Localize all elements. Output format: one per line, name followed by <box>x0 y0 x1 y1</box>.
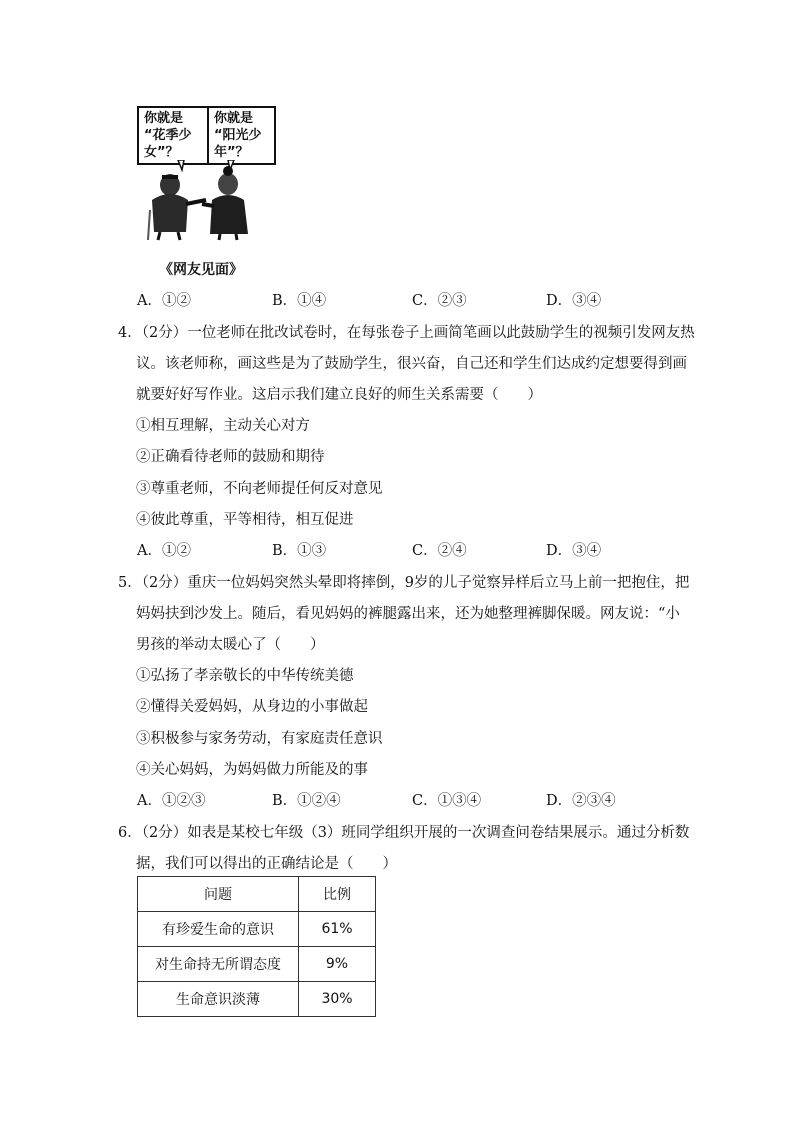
q4-item-3: ③尊重老师，不向老师提任何反对意见 <box>136 481 383 497</box>
q3-option-d[interactable]: D．③④ <box>546 293 602 309</box>
q6-stem-line-2: 据，我们可以得出的正确结论是（ ） <box>136 856 397 872</box>
q5-stem-line-3: 男孩的举动太暖心了（ ） <box>136 637 325 653</box>
q6-stem-line-1: 6．（2分）如表是某校七年级（3）班同学组织开展的一次调查问卷结果展示。通过分析数 <box>118 825 690 841</box>
table-cell: 有珍爱生命的意识 <box>138 912 299 947</box>
q5-item-1: ①弘扬了孝亲敬长的中华传统美德 <box>136 668 354 684</box>
q3-option-c[interactable]: C．②③ <box>412 293 467 309</box>
q5-item-3: ③积极参与家务劳动，有家庭责任意识 <box>136 731 383 747</box>
table-row <box>138 982 376 1017</box>
table-cell: 61% <box>299 912 376 947</box>
table-row <box>138 947 376 982</box>
speech-bubble-right: 你就是 “阳光少 年”？ <box>207 106 276 165</box>
q4-item-1: ①相互理解，主动关心对方 <box>136 418 310 434</box>
table-header-cell: 比例 <box>299 877 376 912</box>
q3-option-b[interactable]: B．①④ <box>272 293 327 309</box>
q4-option-b[interactable]: B．①③ <box>272 543 327 559</box>
table-cell: 对生命持无所谓态度 <box>138 947 299 982</box>
q4-stem-line-1: 4．（2分）一位老师在批改试卷时，在每张卷子上画简笔画以此鼓励学生的视频引发网友热 <box>118 325 695 341</box>
q4-option-d[interactable]: D．③④ <box>546 543 602 559</box>
q5-stem-line-1: 5．（2分）重庆一位妈妈突然头晕即将摔倒，9岁的儿子觉察异样后立马上前一把抱住，把 <box>118 575 690 591</box>
q3-option-a[interactable]: A．①② <box>137 293 191 309</box>
q5-option-b[interactable]: B．①②④ <box>272 793 341 809</box>
table-cell: 生命意识淡薄 <box>138 982 299 1017</box>
q4-stem-line-3: 就要好好写作业。这启示我们建立良好的师生关系需要（ ） <box>136 387 542 403</box>
table-header-row <box>138 877 376 912</box>
q5-stem-line-2: 妈妈扶到沙发上。随后，看见妈妈的裤腿露出来，还为她整理裤脚保暖。网友说：“小 <box>136 606 680 622</box>
speech-bubble-left: 你就是 “花季少 女”？ <box>137 106 213 165</box>
cartoon-caption: 《网友见面》 <box>159 262 243 278</box>
q4-option-c[interactable]: C．②④ <box>412 543 467 559</box>
cartoon-figures-icon <box>140 160 260 242</box>
q5-item-4: ④关心妈妈，为妈妈做力所能及的事 <box>136 762 368 778</box>
q5-option-c[interactable]: C．①③④ <box>412 793 482 809</box>
q5-option-a[interactable]: A．①②③ <box>137 793 206 809</box>
table-row <box>138 912 376 947</box>
q5-item-2: ②懂得关爱妈妈，从身边的小事做起 <box>136 699 368 715</box>
q4-option-a[interactable]: A．①② <box>137 543 191 559</box>
q5-option-d[interactable]: D．②③④ <box>546 793 616 809</box>
table-cell: 9% <box>299 947 376 982</box>
survey-table <box>137 876 376 1017</box>
q4-item-4: ④彼此尊重，平等相待，相互促进 <box>136 512 354 528</box>
table-header-cell: 问题 <box>138 877 299 912</box>
q4-stem-line-2: 议。该老师称，画这些是为了鼓励学生，很兴奋，自己还和学生们达成约定想要得到画 <box>136 356 687 372</box>
q4-item-2: ②正确看待老师的鼓励和期待 <box>136 449 325 465</box>
table-cell: 30% <box>299 982 376 1017</box>
